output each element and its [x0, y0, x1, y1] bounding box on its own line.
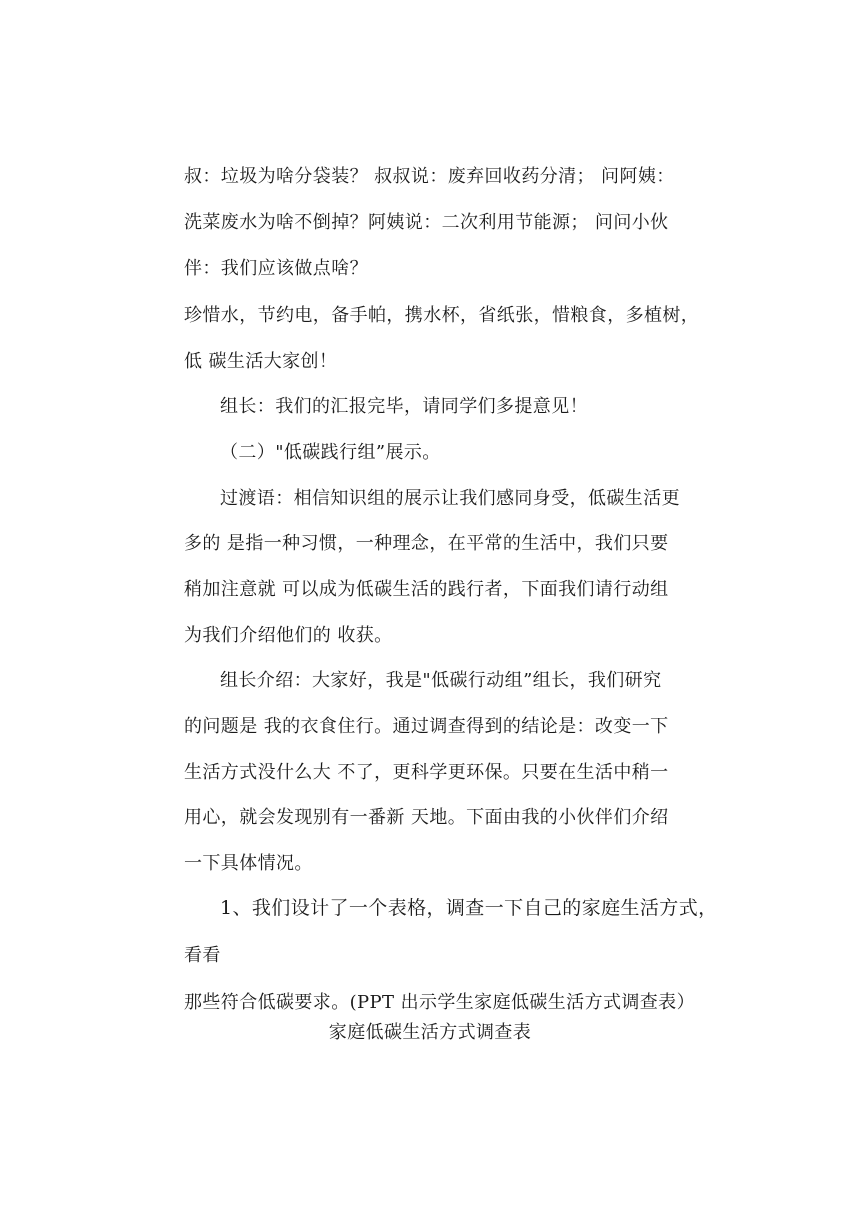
text-line: 一下具体情况。 — [184, 853, 313, 874]
text-line: 1、我们设计了一个表格，调查一下自己的家庭生活方式， — [220, 897, 718, 919]
section-heading: （二）"低碳践行组”展示。 — [220, 442, 441, 463]
text-line: 低 碳生活大家创！ — [184, 351, 338, 372]
text-line: 组长介绍：大家好，我是"低碳行动组”组长，我们研究 — [220, 670, 662, 691]
text-line: 稍加注意就 可以成为低碳生活的践行者，下面我们请行动组 — [184, 579, 669, 600]
text-line: 珍惜水，节约电，备手帕，携水杯，省纸张，惜粮食，多植树， — [184, 305, 700, 326]
text-line: 组长：我们的汇报完毕，请同学们多提意见！ — [220, 396, 588, 417]
text-line: 叔：垃圾为啥分袋装？ 叔叔说：废弃回收药分清； 问阿姨： — [184, 166, 675, 187]
text-line: 那些符合低碳要求。(PPT 出示学生家庭低碳生活方式调查表） — [184, 992, 695, 1013]
text-line: 的问题是 我的衣食住行。通过调查得到的结论是：改变一下 — [184, 716, 669, 737]
table-caption: 家庭低碳生活方式调查表 — [328, 1022, 532, 1043]
text-line: 多的 是指一种习惯，一种理念，在平常的生活中，我们只要 — [184, 533, 669, 554]
text-line: 洗菜废水为啥不倒掉？阿姨说：二次利用节能源； 问问小伙 — [184, 212, 669, 233]
text-line: 看看 — [184, 945, 221, 966]
text-line: 为我们介绍他们的 收获。 — [184, 625, 393, 646]
text-line: 生活方式没什么大 不了，更科学更环保。只要在生活中稍一 — [184, 762, 669, 783]
text-line: 过渡语：相信知识组的展示让我们感同身受，低碳生活更 — [220, 488, 680, 509]
text-line: 伴：我们应该做点啥？ — [184, 258, 368, 279]
text-line: 用心，就会发现别有一番新 天地。下面由我的小伙伴们介绍 — [184, 807, 669, 828]
